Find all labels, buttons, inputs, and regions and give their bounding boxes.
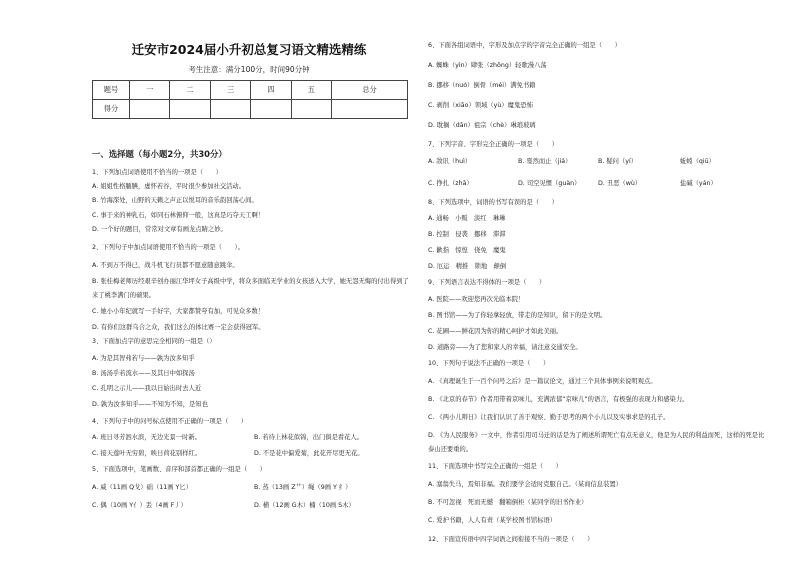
question-line: C. 偶（10画 Y亻）丢（4画 F丿） <box>92 502 187 509</box>
score-cell: 题号 <box>93 81 130 100</box>
score-table-header-row <box>93 81 408 100</box>
question-line: B. 图书馆——为了你轻拿轻放，带走的是知识，留下的是文明。 <box>428 312 607 319</box>
exam-title: 迁安市2024届小升初总复习语文精选精练 <box>131 42 367 57</box>
question-line: 蚯蚓（qiū） <box>680 158 715 165</box>
question-line: 10、下列句子说法不正确的一项是（ ） <box>428 360 550 367</box>
question-line: A. 姐姐性格腼腆，虚怀若谷，平时很少参加社交活动。 <box>92 183 246 190</box>
question-line: B. 竹海深处，山野的天籁之声正以悦耳的音乐韵回荡心间。 <box>92 197 258 204</box>
question-line: B. 张桂梅老师历经艰辛创办丽江华坪女子高级中学，将众多面临无学业的女孩送入大学，她无怨无悔的付出得到了 <box>92 278 409 285</box>
question-line: A. 威（11画 Q戈）础（11画 Y匕） <box>92 484 192 491</box>
score-input-cell[interactable] <box>170 100 210 119</box>
question-line: D. 有你们这群乌合之众，我们这么的体比赛一定会获得冠军。 <box>92 324 265 331</box>
question-line: 4、下列句子中的问号标点使用不正确的一项是（ ） <box>92 418 248 425</box>
question-line: D. 道路旁——为了您和家人的幸福，请注意交通安全。 <box>428 344 582 351</box>
score-table-score-row <box>93 100 408 119</box>
question-line: D. 司空见惯（guàn） <box>518 180 581 187</box>
section-heading: 一、选择题（每小题2分，共30分） <box>92 149 227 159</box>
score-input-cell[interactable] <box>332 100 408 119</box>
question-line: C. 《两小儿辩日》让我们认识了善于观察、勤于思考的两个小儿以及实事求是的孔子。 <box>428 414 670 421</box>
question-line: A. 敌讯（huì） <box>428 158 472 165</box>
question-line: B. 疑问（yí） <box>598 158 637 165</box>
question-line: C. 挣扎（zhā） <box>428 180 473 187</box>
question-line: C. 花圃——鲜花因为你的精心呵护才如此美丽。 <box>428 328 563 335</box>
question-line: B. 戛然而止（jiá） <box>518 158 572 165</box>
question-line: 6、下面各组词语中，字形及加点字的字音完全正确的一组是（ ） <box>428 42 621 49</box>
question-line: 2、下列句子中加点词语使用不恰当的一项是（ ）。 <box>92 244 244 251</box>
score-input-cell[interactable] <box>130 100 170 119</box>
question-line: A. 蜘蛛（yìn）肆张（zhōng）轻歌漫八荡 <box>428 62 547 69</box>
question-line: 12、下面宣传语中四字词语之间衔接不当的一项是（ ） <box>428 536 594 543</box>
score-input-cell[interactable] <box>210 100 250 119</box>
question-line: 来了桃李满门的硕果。 <box>92 292 155 299</box>
question-line: B. 汤汤乎若流水——及其日中如探汤 <box>92 370 195 377</box>
score-input-cell[interactable] <box>251 100 291 119</box>
question-line: D. 横（12画 G木）楠（10画 S木） <box>254 502 355 509</box>
score-input-cell[interactable] <box>291 100 331 119</box>
question-line: C. 剥削（xiāo）领域（yù）魔鬼恐怖 <box>428 102 533 109</box>
question-line: A. 不到万不得已，战斗机飞行员都不愿意随意跳伞。 <box>92 262 239 269</box>
question-line: D. 一个好的题目，常常对文章有画龙点睛之妙。 <box>92 226 227 233</box>
score-cell: 总分 <box>332 81 408 100</box>
question-line: 1、下列加点词语使用不恰当的一项是（ ） <box>92 169 222 176</box>
question-line: A. 为是其智弗若与——孰为汝多知乎 <box>92 355 195 362</box>
question-line: 8、下列选项中，词语的书写有误的是（ ） <box>428 199 558 206</box>
question-line: A. 通畅 小贩 淡红 琳琳 <box>428 215 506 222</box>
score-cell: 五 <box>291 81 331 100</box>
question-line: A. 塞翁失马，焉知非福。我们要学会适时克服自己。（某商信息装置） <box>428 481 622 488</box>
question-line: B. 若待上林花似锦，出门俱是看花人。 <box>254 434 364 441</box>
question-line: 11、下面选项中书写完全正确的一组是（ ） <box>428 463 562 470</box>
question-line: 泰山还要重的。 <box>428 446 473 453</box>
question-line: 盐碱（yán） <box>680 180 717 187</box>
exam-notice: 考生注意：满分100分，时间90分钟 <box>188 65 310 74</box>
question-line: 7、下列字音、字形完全正确的一项是（ ） <box>428 141 558 148</box>
question-line: D. 厄运 精推 锁地 颠倒 <box>428 263 507 270</box>
score-cell: 得分 <box>93 100 130 119</box>
question-line: 3、下面加点字的意思完全相同的一组是（） <box>92 338 216 345</box>
question-line: D. 不是花中偏爱菊，此花开尽更无花。 <box>254 450 364 457</box>
question-line: D. 丑恶（wù） <box>598 180 642 187</box>
score-table <box>92 80 408 119</box>
question-line: 9、下列语言表达不得体的一项是（ ） <box>428 279 546 286</box>
question-line: C. 接天莲叶无穷碧，映日荷花别样红。 <box>92 450 202 457</box>
question-line: B. 挪移（nuó）倒骨（méi）满免书籍 <box>428 82 536 89</box>
question-line: A. 班日寻芳泗水滨，无边光景一时新。 <box>92 434 201 441</box>
question-line: C. 她小小年纪就写一手好字，大家都赞夸有加，可见众多数！ <box>92 308 265 315</box>
score-cell: 一 <box>130 81 170 100</box>
question-line: D. 孰为汝多知乎——不知为不知，是知也 <box>92 401 208 408</box>
score-cell: 四 <box>251 81 291 100</box>
question-line: C. 孔明之示儿——我以日始出时去人近 <box>92 385 202 392</box>
question-line: B. 控制 侵袭 挪移 滞滞 <box>428 231 506 238</box>
question-line: D. 《为人民服务》一文中，作者引用司马迁的话是为了阐述所谓死亡有点无意义，他是为人民的利益而死，这样的死是比 <box>428 432 765 439</box>
score-cell: 二 <box>170 81 210 100</box>
question-line: B. 不可忽视 死而无憾 翻箱倒柜（某同学的旧书作业） <box>428 499 588 506</box>
question-line: B. 《北京的春节》作者用带着京味儿，充满浓郁“京味儿”的语言，有极强的表现力和感染力。 <box>428 396 689 403</box>
question-line: C. 事于来的神乳石，如同石林俯仰一般，这真是巧夺天工啊！ <box>92 212 265 219</box>
question-line: A. 医院——欢迎您再次光临本院！ <box>428 296 525 303</box>
score-cell: 三 <box>210 81 250 100</box>
question-line: C. 歉指 惊惶 侥免 魔鬼 <box>428 247 506 254</box>
question-line: D. 耽搁（dān）祖宗（chè）琳琅玻璃 <box>428 122 536 129</box>
question-line: C. 爱护书籍，人人有责（某学校图书馆标语） <box>428 517 557 524</box>
question-line: B. 蒸（13画 Z艹）绳（9画 Y 纟） <box>254 484 352 491</box>
question-line: A. 《真理诞生于一百个问号之后》是一篇议论文，通过三个具体事例来说明观点。 <box>428 378 657 385</box>
question-line: 5、下面选项中，笔画数、音序和部首都正确的一组是（ ） <box>92 466 267 473</box>
